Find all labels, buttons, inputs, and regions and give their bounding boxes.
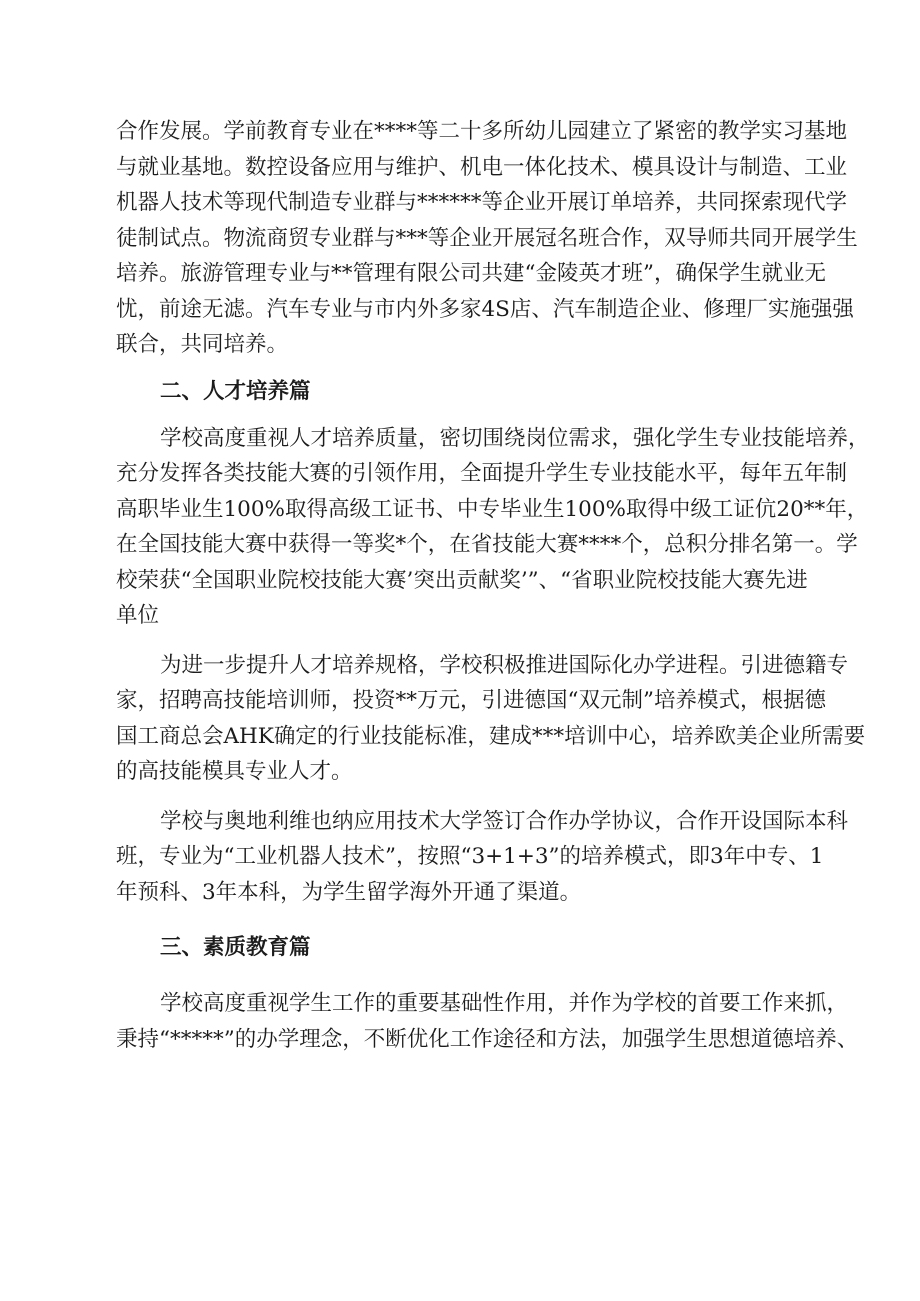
paragraph-line: 忧，前途无滤。汽车专业与市内外多家4S店、汽车制造企业、修理厂实施强强 xyxy=(116,296,854,322)
paragraph-student-work xyxy=(116,986,859,1057)
paragraph-cooperation xyxy=(116,114,858,363)
spacer xyxy=(116,910,806,930)
spacer xyxy=(116,790,806,804)
paragraph-line: 充分发挥各类技能大赛的引领作用，全面提升学生专业技能水平，每年五年制 xyxy=(116,461,848,486)
spacer xyxy=(116,634,806,648)
paragraph-line: 联合，共同培养。 xyxy=(116,332,289,357)
section-heading-quality-education: 三、素质教育篇 xyxy=(160,935,311,960)
paragraph-line: 徒制试点。物流商贸专业群与***等企业开展冠名班合作，双导师共同开展学生 xyxy=(116,225,858,251)
spacer xyxy=(116,363,806,374)
document-body xyxy=(116,114,870,1057)
paragraph-line: 合作发展。学前教育专业在****等二十多所幼儿园建立了紧密的教学实习基地 xyxy=(116,119,848,144)
paragraph-line: 为进一步提升人才培养规格，学校积极推进国际化办学进程。引进德籍专 xyxy=(160,652,849,678)
paragraph-internationalization xyxy=(116,648,866,790)
paragraph-line: 年预科、3年本科，为学生留学海外开通了渠道。 xyxy=(116,879,582,905)
spacer xyxy=(116,966,806,986)
paragraph-line: 机器人技术等现代制造专业群与******等企业开展订单培养，共同探索现代学 xyxy=(116,190,848,215)
paragraph-line: 学校高度重视学生工作的重要基础性作用，并作为学校的首要工作来抓， xyxy=(160,991,849,1016)
paragraph-line: 家，招聘高技能培训师，投资**万元，引进德国“双元制”培养模式，根据德 xyxy=(116,688,826,713)
paragraph-line: 在全国技能大赛中获得一等奖*个，在省技能大赛****个，总积分排名第一。学 xyxy=(116,532,858,557)
paragraph-line: 班，专业为“工业机器人技术”，按照“3+1+3”的培养模式，即3年中专、1 xyxy=(116,844,824,869)
paragraph-line: 学校高度重视人才培养质量，密切围绕岗位需求，强化学生专业技能培养， xyxy=(160,425,870,451)
section-heading-talent-training: 二、人才培养篇 xyxy=(160,378,311,404)
paragraph-line: 培养。旅游管理专业与**管理有限公司共建“金陵英才班”，确保学生就业无 xyxy=(116,261,826,286)
paragraph-line: 与就业基地。数控设备应用与维护、机电一体化技术、模具设计与制造、工业 xyxy=(116,154,848,180)
paragraph-line: 校荣获“全国职业院校技能大赛’突出贡献奖’”、“省职业院校技能大赛先进 xyxy=(116,567,808,593)
spacer xyxy=(116,410,806,421)
paragraph-talent-quality xyxy=(116,421,870,634)
paragraph-line: 高职毕业生100%取得高级工证书、中专毕业生100%取得中级工证伉20**年， xyxy=(116,496,869,522)
paragraph-line: 国工商总会AHK确定的行业技能标准，建成***培训中心，培养欧美企业所需要 xyxy=(116,723,866,749)
paragraph-line: 单位 xyxy=(116,603,160,628)
paragraph-vienna-cooperation xyxy=(116,804,849,911)
paragraph-line: 的高技能模具专业人才。 xyxy=(116,759,353,784)
paragraph-line: 秉持“*****”的办学理念，不断优化工作途径和方法，加强学生思想道德培养、 xyxy=(116,1026,859,1052)
paragraph-line: 学校与奥地利维也纳应用技术大学签订合作办学协议，合作开设国际本科 xyxy=(160,808,849,834)
